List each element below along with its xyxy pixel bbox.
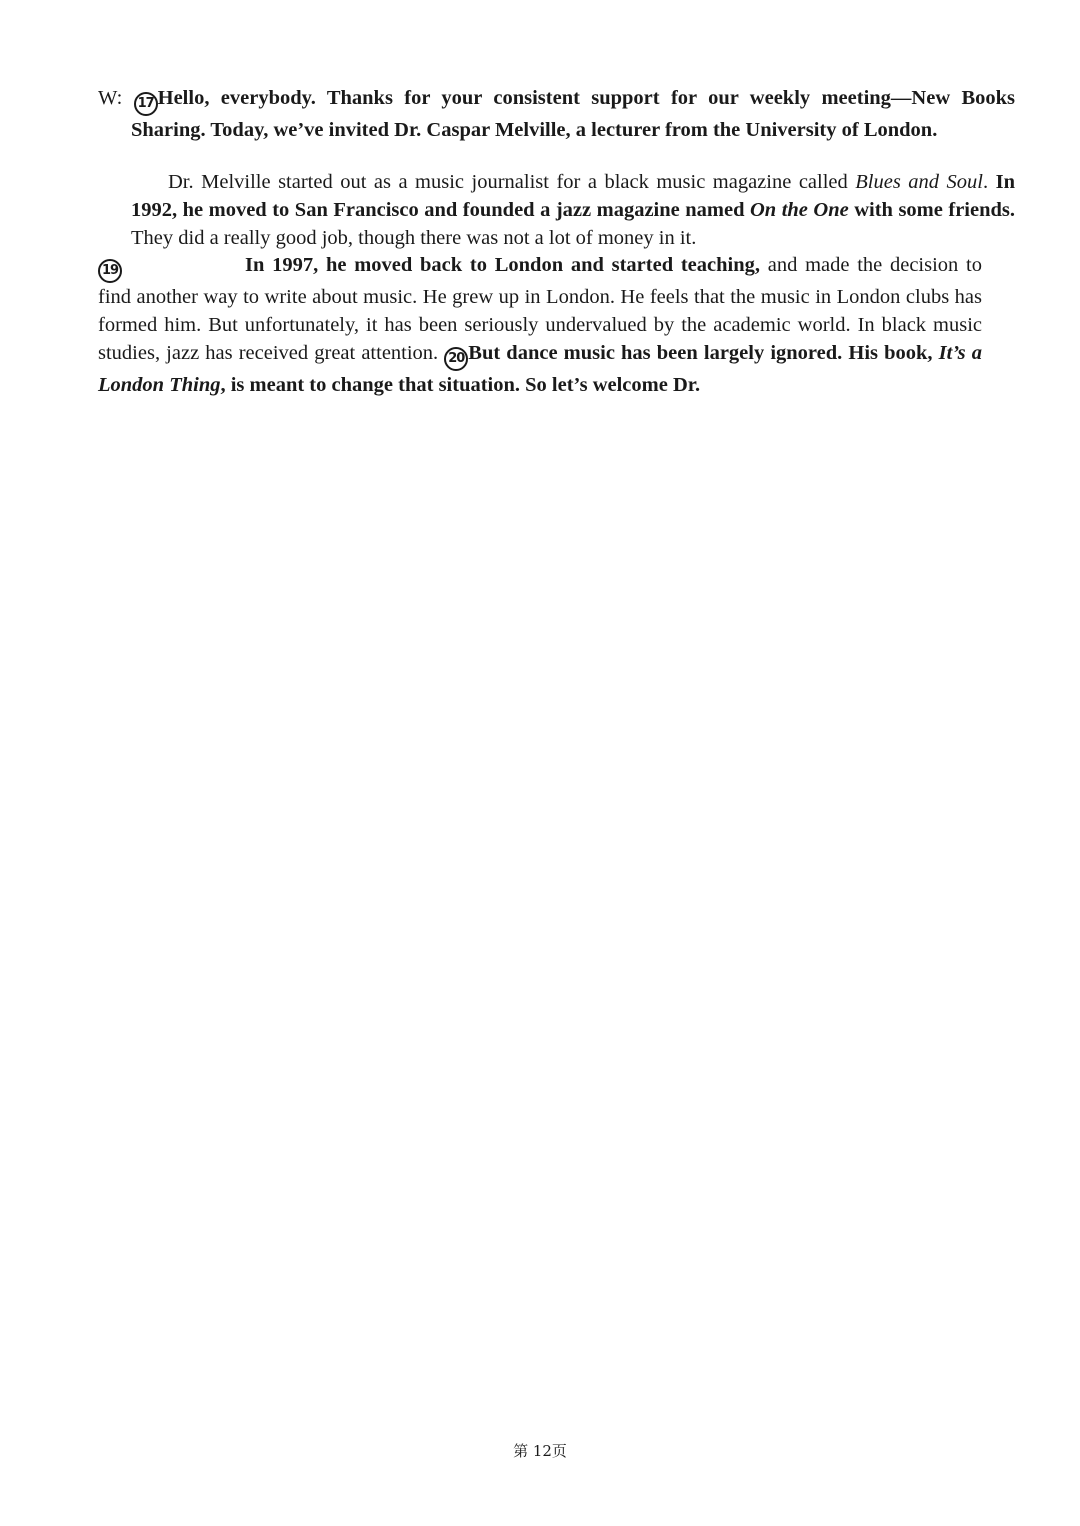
magazine-title-blues-and-soul: Blues and Soul (855, 171, 983, 193)
paragraph-intro (98, 84, 1015, 144)
bio-text-c: They did a really good job, though there was not a lot of money in it. (131, 227, 697, 249)
career-bold-b: But dance music has been largely ignored. His book, (468, 342, 939, 364)
question-marker-20: 20 (444, 347, 468, 371)
career-bold-c: , is meant to change that situation. So let’s welcome Dr. (220, 374, 701, 396)
intro-bold-text: Hello, everybody. Thanks for your consistent support for our weekly meeting—New Books Sharing. Today, we’ve invited Dr. Caspar Melville, a lecturer from the University of London. (131, 87, 1016, 141)
book-title: It’s a London Thing (98, 342, 982, 396)
paragraph-biography (98, 168, 1015, 252)
career-bold-a: In 1997, he moved back to London and started teaching, (245, 254, 760, 276)
magazine-title-on-the-one: On the One (750, 199, 849, 221)
bio-bold-b: with some friends. (848, 199, 1015, 221)
question-marker-19: 19 (98, 259, 122, 283)
bio-text-a: Dr. Melville started out as a music journalist for a black music magazine called (168, 171, 856, 193)
paragraph-career (98, 251, 982, 399)
page-number: 第 12页 (513, 1442, 567, 1460)
career-text-a: and made the decision to find another way to write about music. He grew up in London. He feels that the music in London clubs has formed him. But unfortunately, it has been seriously undervalued by the academic world. In black music studies, jazz has received great attention. (98, 254, 982, 364)
question-marker-17: 17 (134, 92, 158, 116)
bio-text-b: . (982, 171, 996, 193)
bio-bold-a: In 1992, he moved to San Francisco and founded a jazz magazine named (131, 171, 1015, 221)
speaker-label: W: (98, 87, 123, 109)
